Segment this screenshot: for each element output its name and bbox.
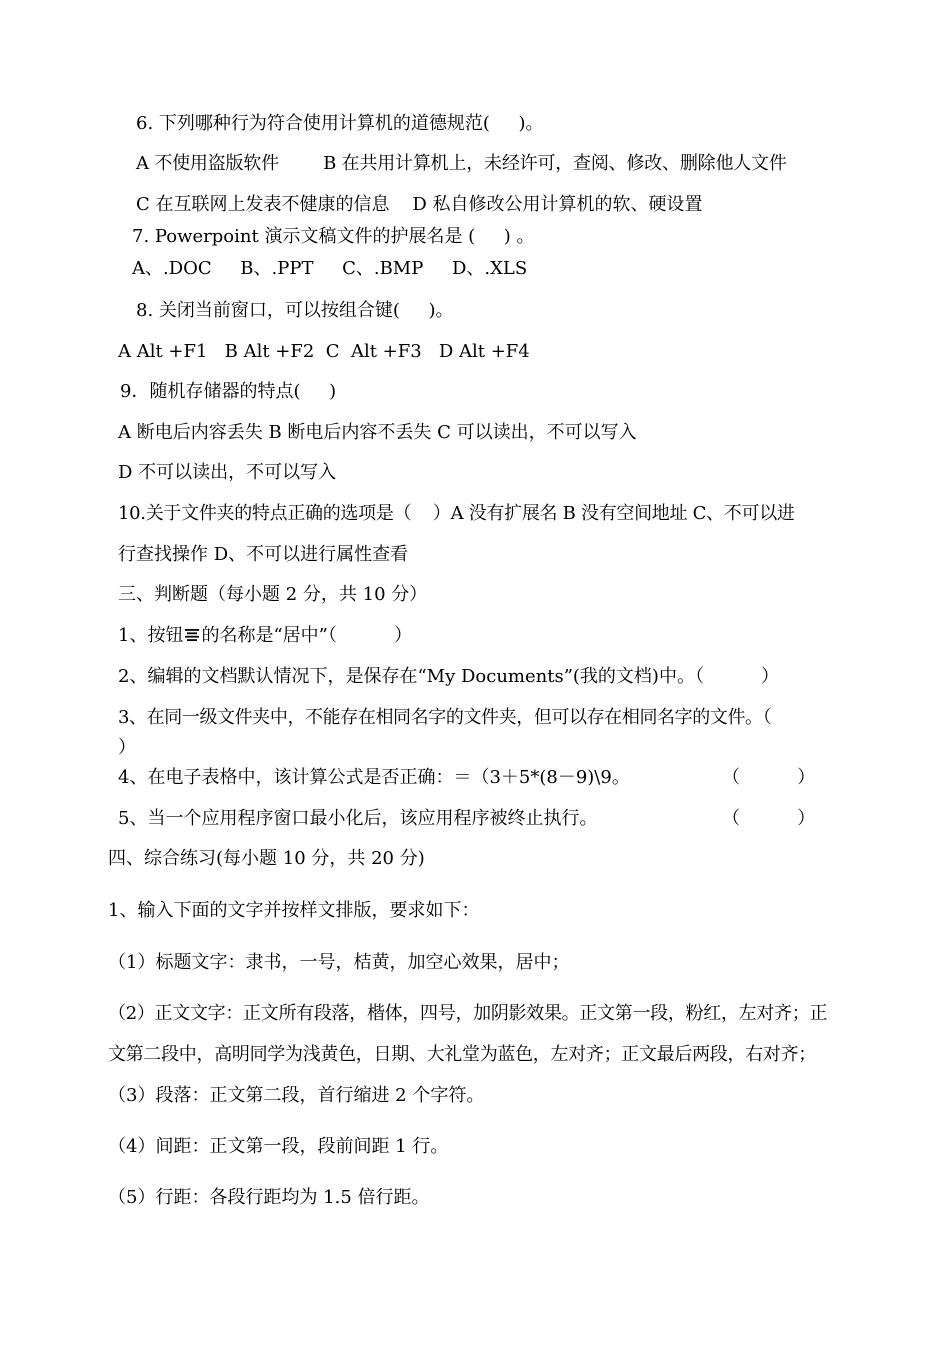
q9-options-line1: A 断电后内容丢失 B 断电后内容不丢失 C 可以读出，不可以写入 (118, 422, 637, 443)
judge-item-1-pre: 1、按钮 (118, 625, 184, 646)
section4-item-1: 1、输入下面的文字并按样文排版，要求如下： (108, 900, 480, 921)
q10-line1: 10.关于文件夹的特点正确的选项是（ ）A 没有扩展名 B 没有空间地址 C、不可以进 (118, 503, 795, 524)
q8-stem: 8. 关闭当前窗口，可以按组合键( )。 (136, 300, 454, 321)
section3-title: 三、判断题（每小题 2 分，共 10 分） (118, 584, 428, 605)
judge-item-4: 4、在电子表格中，该计算公式是否正确：＝（3＋5*(8－9)\9。 (118, 767, 630, 788)
judge-item-5: 5、当一个应用程序窗口最小化后，该应用程序被终止执行。 (118, 808, 598, 829)
requirement-4: （4）间距：正文第一段，段前间距 1 行。 (108, 1136, 449, 1157)
judge-item-3-line2: ） (118, 737, 136, 758)
q6-stem: 6. 下列哪种行为符合使用计算机的道德规范( )。 (136, 113, 544, 134)
judge-item-3-line1: 3、在同一级文件夹中，不能存在相同名字的文件夹，但可以存在相同名字的文件。（ (118, 707, 772, 728)
requirement-2-line1: （2）正文文字：正文所有段落，楷体，四号，加阴影效果。正文第一段，粉红，左对齐；正 (108, 1003, 828, 1024)
q6-options-cd: C 在互联网上发表不健康的信息 D 私自修改公用计算机的软、硬设置 (136, 194, 703, 215)
q8-options: A Alt +F1 B Alt +F2 C Alt +F3 D Alt +F4 (118, 341, 530, 362)
q9-options-line2: D 不可以读出，不可以写入 (118, 462, 337, 483)
judge-item-1 (118, 625, 412, 647)
requirement-5: （5）行距：各段行距均为 1.5 倍行距。 (108, 1187, 430, 1208)
judge-item-5-paren: （ ） (722, 808, 816, 829)
judge-item-4-paren: （ ） (722, 767, 816, 788)
judge-item-1-post: 的名称是“居中”（ ） (201, 625, 413, 646)
q9-stem: 9．随机存储器的特点( ) (120, 381, 337, 402)
section4-title: 四、综合练习(每小题 10 分，共 20 分) (108, 848, 425, 869)
align-center-icon (184, 628, 200, 642)
requirement-1: （1）标题文字：隶书，一号，桔黄，加空心效果，居中； (108, 952, 570, 973)
q10-line2: 行查找操作 D、不可以进行属性查看 (118, 544, 409, 565)
judge-item-2: 2、编辑的文档默认情况下，是保存在“My Documents”(我的文档)中。（ ） (118, 666, 780, 687)
requirement-3: （3）段落：正文第二段，首行缩进 2 个字符。 (108, 1085, 485, 1106)
requirement-2-line2: 文第二段中，高明同学为浅黄色，日期、大礼堂为蓝色，左对齐；正文最后两段，右对齐； (108, 1044, 816, 1065)
q6-options-ab: A 不使用盗版软件 B 在共用计算机上，未经许可，查阅、修改、删除他人文件 (136, 153, 787, 174)
q7-stem: 7. Powerpoint 演示文稿文件的护展名是 ( ) 。 (132, 226, 535, 247)
q7-options: A、.DOC B、.PPT C、.BMP D、.XLS (132, 258, 528, 279)
